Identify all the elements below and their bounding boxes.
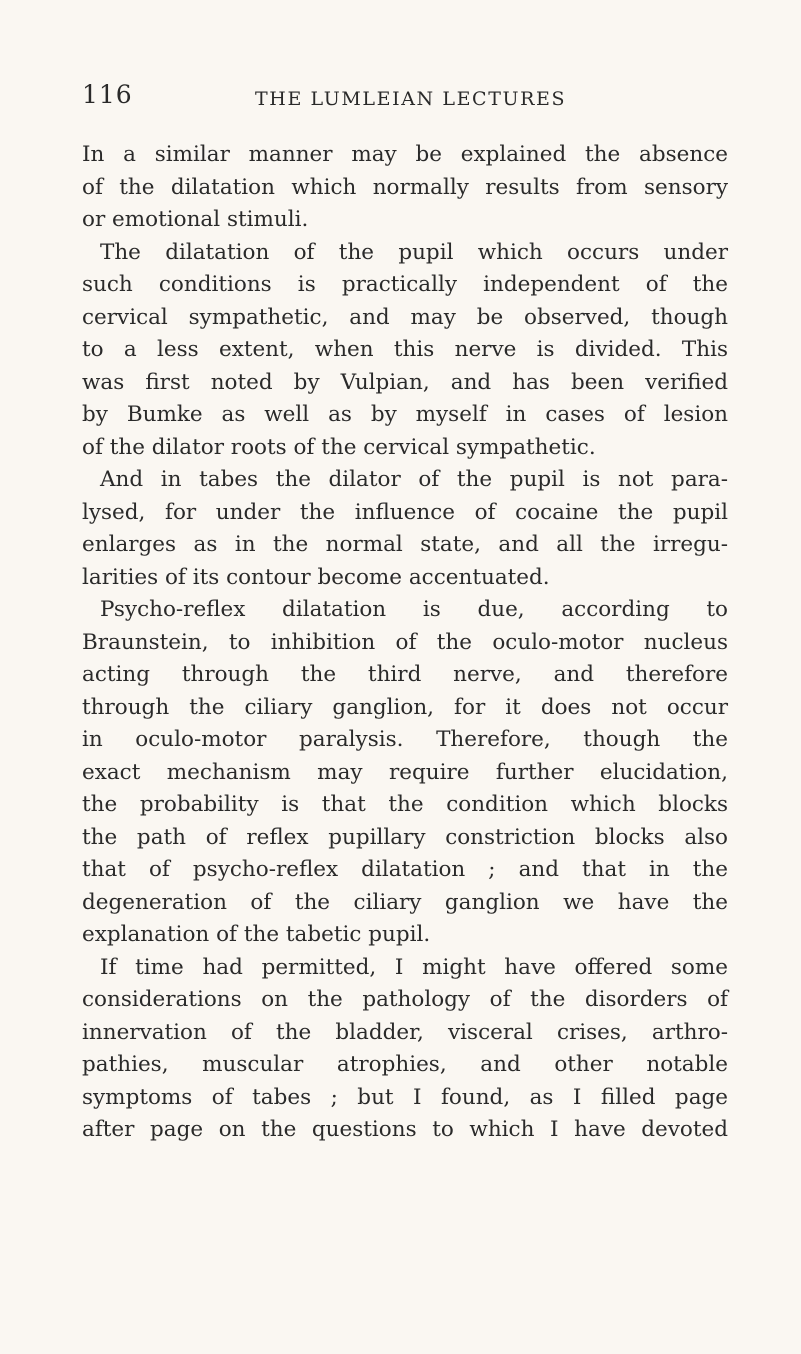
text-line: lysed, for under the influence of cocaine the pupil: [82, 499, 728, 525]
text-line: the probability is that the condition which blocks: [82, 792, 728, 817]
text-line: such conditions is practically independent of the: [82, 272, 728, 297]
text-line: larities of its contour become accentuated.: [82, 564, 550, 590]
body-text: [82, 139, 728, 1147]
text-line: of the dilator roots of the cervical sympathetic.: [82, 434, 596, 460]
text-line: explanation of the tabetic pupil.: [82, 922, 431, 947]
text-line: through the ciliary ganglion, for it does not occur: [82, 694, 728, 720]
text-line: considerations on the pathology of the disorders of: [82, 987, 728, 1012]
text-line: of the dilatation which normally results from sensory: [82, 174, 728, 200]
text-line: was first noted by Vulpian, and has been verified: [82, 369, 728, 395]
text-line: In a similar manner may be explained the absence: [82, 142, 728, 167]
text-line: exact mechanism may require further elucidation,: [82, 759, 728, 785]
text-line: that of psycho-reflex dilatation ; and that in the: [82, 857, 728, 882]
page-number: 116: [82, 80, 133, 109]
text-line: acting through the third nerve, and therefore: [82, 662, 728, 687]
text-line: innervation of the bladder, visceral crises, arthro-: [82, 1019, 728, 1045]
text-line: symptoms of tabes ; but I found, as I filled page: [82, 1084, 728, 1110]
text-line: or emotional stimuli.: [82, 207, 309, 232]
text-line: after page on the questions to which I have devoted: [82, 1117, 728, 1142]
text-line: degeneration of the ciliary ganglion we have the: [82, 889, 728, 915]
text-line: cervical sympathetic, and may be observed, though: [82, 304, 728, 330]
text-line: Psycho-reflex dilatation is due, according to: [100, 597, 728, 622]
running-head: THE LUMLEIAN LECTURES: [255, 88, 567, 110]
text-line: by Bumke as well as by myself in cases of lesion: [82, 402, 728, 427]
text-line: The dilatation of the pupil which occurs under: [100, 239, 728, 265]
text-line: pathies, muscular atrophies, and other notable: [82, 1052, 728, 1077]
text-line: in oculo-motor paralysis. Therefore, though the: [82, 727, 728, 752]
text-line: the path of reflex pupillary constriction blocks also: [82, 824, 728, 850]
text-line: to a less extent, when this nerve is divided. This: [82, 337, 728, 362]
text-line: And in tabes the dilator of the pupil is not para-: [100, 467, 728, 492]
text-line: Braunstein, to inhibition of the oculo-motor nucleus: [82, 629, 728, 655]
text-line: enlarges as in the normal state, and all the irregu-: [82, 532, 728, 557]
text-line: If time had permitted, I might have offered some: [100, 954, 728, 980]
